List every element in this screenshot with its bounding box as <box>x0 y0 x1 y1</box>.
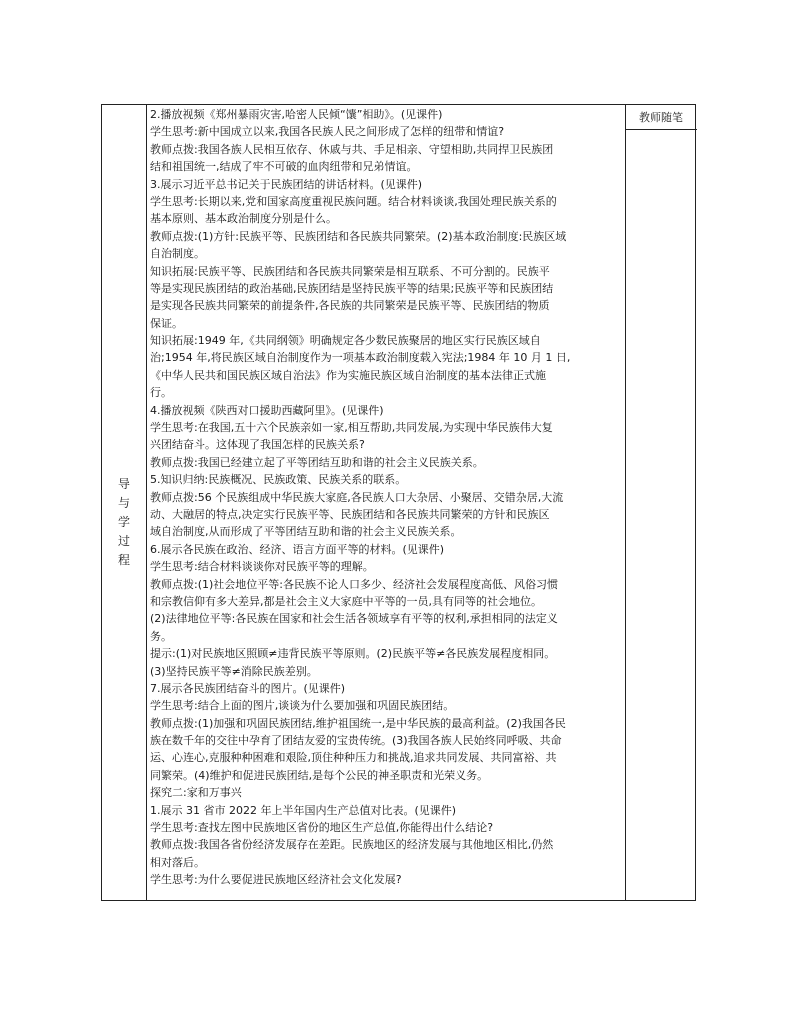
text-line: 教师点拨:(1)社会地位平等:各民族不论人口多少、经济社会发展程度高低、风俗习惯 <box>150 577 558 591</box>
text-line: 教师点拨:(1)加强和巩固民族团结,维护祖国统一,是中华民族的最高利益。(2)我国各民 <box>150 716 566 730</box>
text-line: 等是实现民族团结的政治基础,民族团结是坚持民族平等的结果;民族平等和民族团结 <box>150 281 554 295</box>
text-line: 同繁荣。(4)维护和促进民族团结,是每个公民的神圣职责和光荣义务。 <box>150 768 489 782</box>
text-line: 知识拓展:民族平等、民族团结和各民族共同繁荣是相互联系、不可分割的。民族平 <box>150 264 550 278</box>
text-line: 学生思考:结合上面的图片,谈谈为什么要加强和巩固民族团结。 <box>150 699 455 713</box>
text-line: 兴团结奋斗。这体现了我国怎样的民族关系? <box>150 438 365 452</box>
teacher-notes-header: 教师随笔 <box>625 105 697 130</box>
text-line: 教师点拨:我国已经建立起了平等团结互助和谐的社会主义民族关系。 <box>150 455 484 469</box>
text-line: 学生思考:查找左图中民族地区省份的地区生产总值,你能得出什么结论? <box>150 821 494 835</box>
text-line: 知识拓展:1949 年,《共同纲领》明确规定各少数民族聚居的地区实行民族区域自 <box>150 334 541 348</box>
process-label-char: 与 <box>117 496 130 510</box>
text-line: 探究二:家和万事兴 <box>150 786 242 800</box>
column-divider-right <box>625 105 626 900</box>
text-line: 《中华人民共和国民族区域自治法》作为实施民族区域自治制度的基本法律正式施 <box>150 368 546 382</box>
text-line: 族在数千年的交往中孕育了团结友爱的宝贵传统。(3)我国各族人民始终同呼吸、共命 <box>150 734 562 748</box>
text-line: 学生思考:结合材料谈谈你对民族平等的理解。 <box>150 560 374 574</box>
text-line: (2)法律地位平等:各民族在国家和社会生活各领域享有平等的权利,承担相同的法定义 <box>150 612 558 626</box>
process-label-char: 导 <box>117 477 130 491</box>
text-line: 教师点拨:(1)方针:民族平等、民族团结和各民族共同繁荣。(2)基本政治制度:民族区域 <box>150 229 567 243</box>
text-line: 结和祖国统一,结成了牢不可破的血肉纽带和兄弟情谊。 <box>150 160 418 174</box>
text-line: 运、心连心,克服种种困难和艰险,顶住种种压力和挑战,追求共同发展、共同富裕、共 <box>150 751 557 765</box>
text-line: 学生思考:为什么要促进民族地区经济社会文化发展? <box>150 873 402 887</box>
text-line: 教师点拨:我国各族人民相互依存、休戚与共、手足相亲、守望相助,共同捍卫民族团 <box>150 142 554 156</box>
column-divider-left <box>146 105 147 900</box>
text-line: 6.展示各民族在政治、经济、语言方面平等的材料。(见课件) <box>150 542 445 556</box>
text-line: 动、大融居的特点,决定实行民族平等、民族团结和各民族共同繁荣的方针和民族区 <box>150 507 550 521</box>
text-line: 是实现各民族共同繁荣的前提条件,各民族的共同繁荣是民族平等、民族团结的物质 <box>150 299 550 313</box>
text-line: 提示:(1)对民族地区照顾≠违背民族平等原则。(2)民族平等≠各民族发展程度相同。 <box>150 647 556 661</box>
text-line: 基本原则、基本政治制度分别是什么。 <box>150 212 337 226</box>
text-line: 治;1954 年,将民族区域自治制度作为一项基本政治制度载入宪法;1984 年 10 月 1 日, <box>150 351 571 365</box>
lesson-table <box>101 104 696 901</box>
text-line: 域自治制度,从而形成了平等团结互助和谐的社会主义民族关系。 <box>150 525 462 539</box>
text-line: 自治制度。 <box>150 247 205 261</box>
process-label-char: 学 <box>117 515 130 529</box>
text-line: 保证。 <box>150 316 183 330</box>
text-line: 2.播放视频《郑州暴雨灾害,哈密人民倾“馕”相助》。(见课件) <box>150 108 443 121</box>
text-line: 7.展示各民族团结奋斗的图片。(见课件) <box>150 681 346 695</box>
text-line: 4.播放视频《陕西对口援助西藏阿里》。(见课件) <box>150 403 384 417</box>
process-label-cell <box>102 105 146 900</box>
process-label-char: 过 <box>117 534 130 548</box>
lesson-content <box>150 106 620 889</box>
text-line: 行。 <box>150 386 172 400</box>
text-line: 务。 <box>150 629 172 643</box>
text-line: 学生思考:新中国成立以来,我国各民族人民之间形成了怎样的纽带和情谊? <box>150 125 505 139</box>
process-label-char: 程 <box>117 553 130 567</box>
text-line: 学生思考:在我国,五十六个民族亲如一家,相互帮助,共同发展,为实现中华民族伟大复 <box>150 421 553 435</box>
text-line: 教师点拨:我国各省份经济发展存在差距。民族地区的经济发展与其他地区相比,仍然 <box>150 838 554 852</box>
text-line: 5.知识归纳:民族概况、民族政策、民族关系的联系。 <box>150 473 407 487</box>
text-line: 相对落后。 <box>150 855 205 869</box>
text-line: (3)坚持民族平等≠消除民族差别。 <box>150 664 318 678</box>
text-line: 3.展示习近平总书记关于民族团结的讲话材料。(见课件) <box>150 177 423 191</box>
text-line: 1.展示 31 省市 2022 年上半年国内生产总值对比表。(见课件) <box>150 803 457 817</box>
text-line: 教师点拨:56 个民族组成中华民族大家庭,各民族人口大杂居、小聚居、交错杂居,大流 <box>150 490 564 504</box>
text-line: 和宗教信仰有多大差异,都是社会主义大家庭中平等的一员,具有同等的社会地位。 <box>150 594 542 608</box>
text-line: 学生思考:长期以来,党和国家高度重视民族问题。结合材料谈谈,我国处理民族关系的 <box>150 194 557 208</box>
process-label <box>118 475 130 570</box>
